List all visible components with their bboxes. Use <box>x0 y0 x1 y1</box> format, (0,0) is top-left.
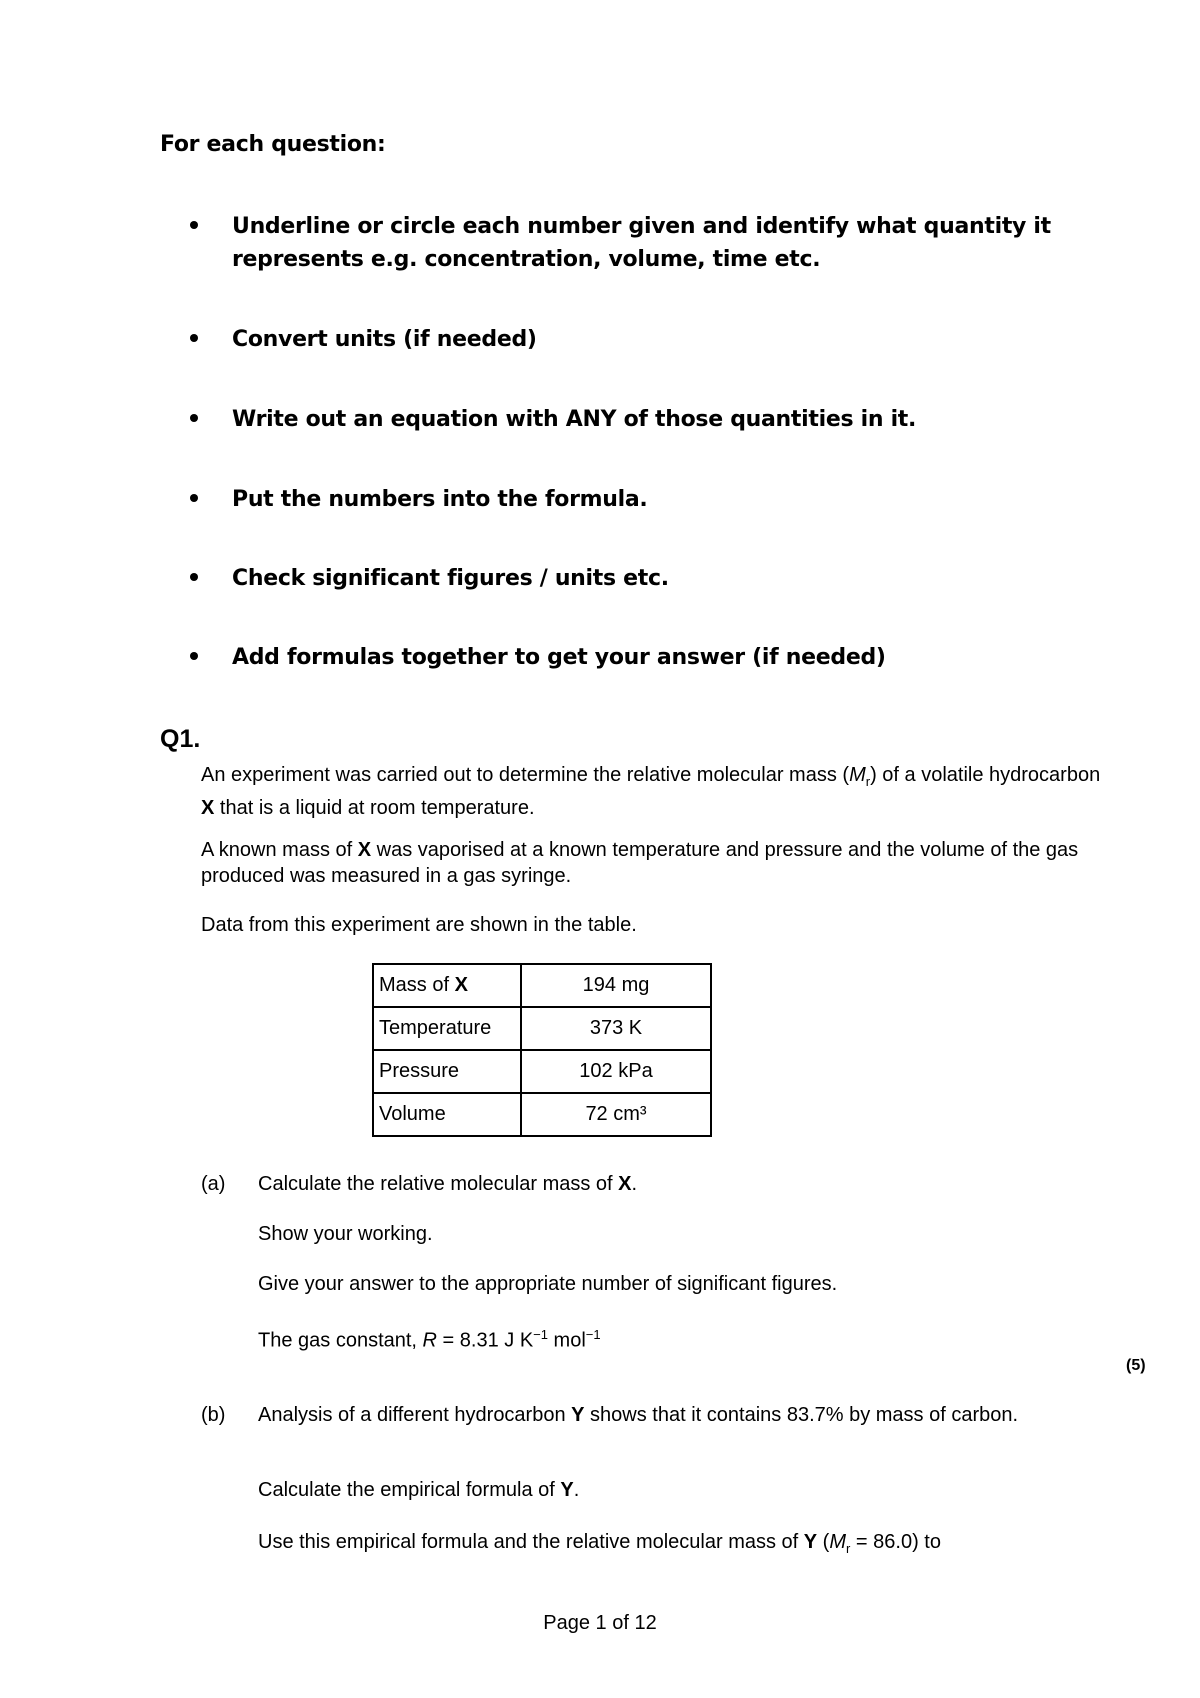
data-intro-text: Data from this experiment are shown in the table. <box>201 914 637 936</box>
instruction-text: Add formulas together to get your answer (if needed) <box>232 645 886 670</box>
table-cell-value: 194 mg <box>521 964 711 1007</box>
table-row <box>373 1007 711 1050</box>
bullet-icon <box>190 573 198 581</box>
bullet-icon <box>190 494 198 502</box>
table-row <box>373 964 711 1007</box>
part-b-label: (b) <box>201 1404 226 1426</box>
part-b-question: Analysis of a different hydrocarbon Y shows that it contains 83.7% by mass of carbon. <box>258 1404 1019 1426</box>
instruction-text: Write out an equation with ANY of those quantities in it. <box>232 407 917 432</box>
part-a-label: (a) <box>201 1173 226 1195</box>
part-a-question: Calculate the relative molecular mass of X. <box>258 1173 638 1195</box>
table-cell-value: 102 kPa <box>521 1050 711 1093</box>
part-b-instruction: Calculate the empirical formula of Y. <box>258 1479 580 1501</box>
instruction-text: Underline or circle each number given and identify what quantity it represents e.g. concentration, volume, time etc. <box>232 214 1051 272</box>
question-intro-paragraph: An experiment was carried out to determine the relative molecular mass $(M_r)$ of a volatile hydrocarbon X that is a liquid at room temperature. <box>201 764 1101 819</box>
method-paragraph: A known mass of X was vaporised at a known temperature and pressure and the volume of the gas produced was measured in a gas syringe. <box>201 839 1079 887</box>
table-cell-label: Temperature <box>373 1007 521 1050</box>
bullet-icon <box>190 414 198 422</box>
part-a-instruction: Give your answer to the appropriate number of significant figures. <box>258 1273 838 1295</box>
table-row <box>373 1093 711 1136</box>
table-cell-label: Pressure <box>373 1050 521 1093</box>
instruction-text: Put the numbers into the formula. <box>232 487 648 512</box>
bullet-icon <box>190 652 198 660</box>
table-cell-value: 72 cm³ <box>521 1093 711 1136</box>
table-cell-value: 373 K <box>521 1007 711 1050</box>
instruction-text: Convert units (if needed) <box>232 327 537 352</box>
table-cell-label: Volume <box>373 1093 521 1136</box>
experiment-data-table <box>372 963 712 1137</box>
table-cell-label: Mass of X <box>373 964 521 1007</box>
instructions-heading: For each question: <box>160 132 386 157</box>
gas-constant-text: The gas constant, R = 8.31 J $K^{-1}$ mol$^{-1}$ <box>258 1327 601 1352</box>
page-footer: Page 1 of 12 <box>543 1612 657 1634</box>
part-a-marks: (5) <box>1126 1357 1146 1374</box>
part-b-instruction: Use this empirical formula and the relative molecular mass of Y $(M_r = 86.0)$ to <box>258 1531 941 1556</box>
table-row <box>373 1050 711 1093</box>
bullet-icon <box>190 221 198 229</box>
bullet-icon <box>190 334 198 342</box>
instruction-text: Check significant figures / units etc. <box>232 566 669 591</box>
question-number: Q1. <box>160 725 201 753</box>
part-a-instruction: Show your working. <box>258 1223 433 1245</box>
